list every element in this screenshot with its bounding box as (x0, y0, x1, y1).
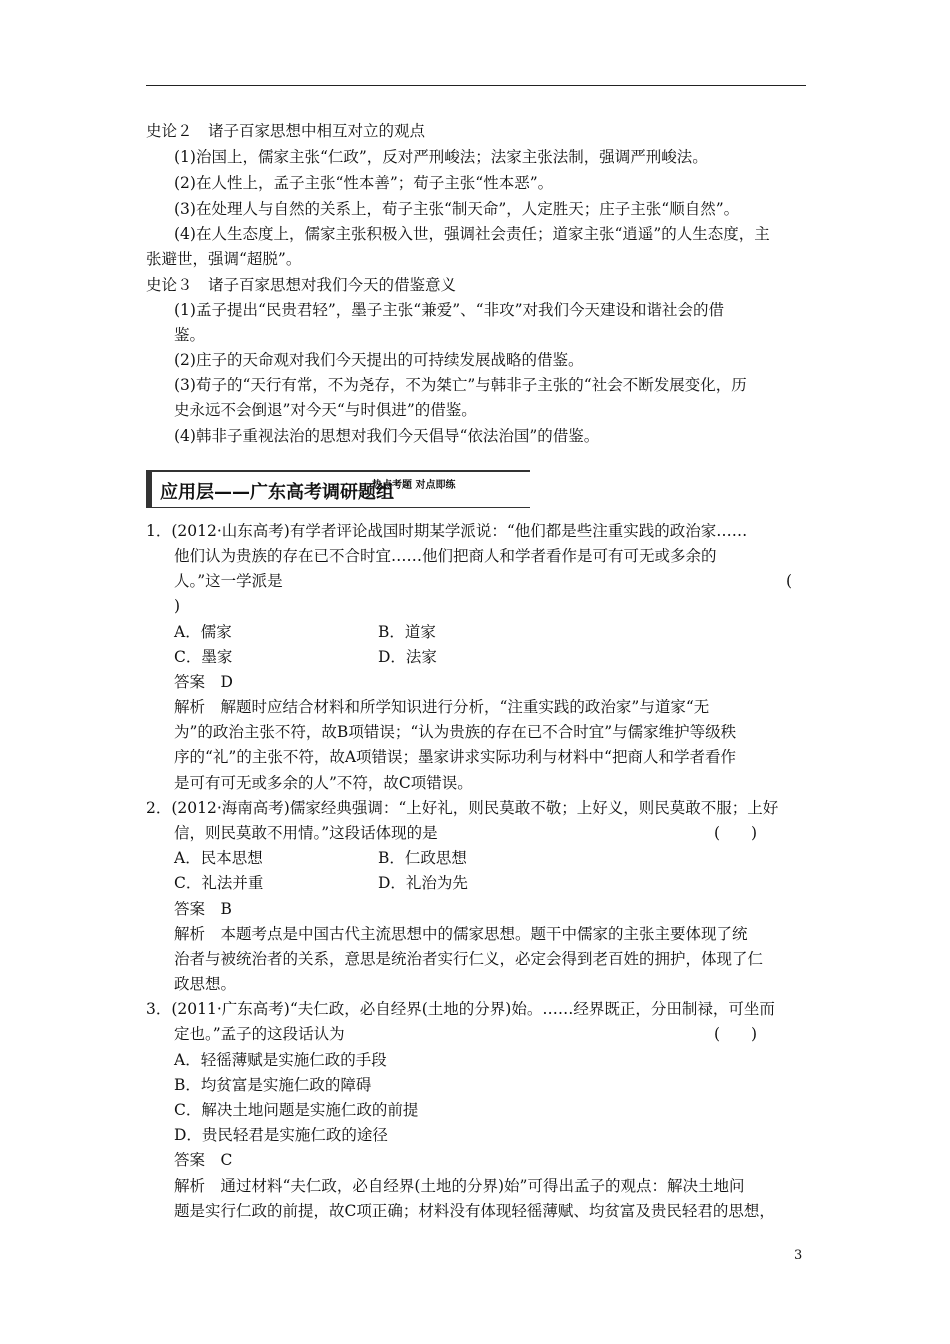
q1-option-b: B．道家 (378, 623, 436, 641)
banner-top-rule (152, 470, 530, 472)
q2-explanation-1: 解析 本题考点是中国古代主流思想中的儒家思想。题干中儒家的主张主要体现了统 (174, 925, 748, 943)
shilun3-point-2: (2)庄子的天命观对我们今天提出的可持续发展战略的借鉴。 (174, 351, 584, 369)
header-rule (146, 85, 806, 86)
q1-explanation-2: 为”的政治主张不符，故B项错误；“认为贵族的存在已不合时宜”与儒家维护等级秩 (174, 723, 737, 741)
page-number: 3 (794, 1248, 803, 1263)
q2-answer-paren: ( ) (714, 824, 758, 842)
banner-bottom-rule (152, 507, 530, 508)
q2-option-c: C．礼法并重 (174, 874, 264, 892)
q1-option-c: C．墨家 (174, 648, 233, 666)
shilun3-point-1-cont: 鉴。 (174, 326, 206, 344)
q2-option-a: A．民本思想 (174, 849, 263, 867)
shilun3-point-1: (1)孟子提出“民贵君轻”，墨子主张“兼爱”、“非攻”对我们今天建设和谐社会的借 (174, 301, 725, 319)
q1-answer-paren-open: ( (786, 572, 793, 590)
shilun2-point-4-cont: 张避世，强调“超脱”。 (146, 250, 302, 268)
q3-option-c: C．解决土地问题是实施仁政的前提 (174, 1101, 419, 1119)
q1-answer-paren-close: ) (174, 597, 181, 615)
section-subtitle: 热点考题 对点即练 (372, 480, 456, 491)
shilun2-point-4: (4)在人生态度上，儒家主张积极入世，强调社会责任；道家主张“逍遥”的人生态度，主 (174, 225, 770, 243)
q2-answer: 答案 B (174, 900, 232, 918)
q3-option-a: A．轻徭薄赋是实施仁政的手段 (174, 1051, 387, 1069)
q1-stem-line-2: 他们认为贵族的存在已不合时宜……他们把商人和学者看作是可有可无或多余的 (174, 547, 717, 565)
shilun3-point-3: (3)荀子的“天行有常，不为尧存，不为桀亡”与韩非子主张的“社会不断发展变化，历 (174, 376, 747, 394)
q1-explanation-4: 是可有可无或多余的人”不符，故C项错误。 (174, 774, 473, 792)
section-banner (146, 470, 530, 508)
section-title: 应用层——广东高考调研题组 (160, 482, 394, 503)
shilun3-title: 史论３ 诸子百家思想对我们今天的借鉴意义 (146, 276, 457, 294)
q3-option-b: B．均贫富是实施仁政的障碍 (174, 1076, 372, 1094)
q3-stem-line-1: 3．(2011·广东高考)“夫仁政，必自经界(土地的分界)始。……经界既正，分田制禄，可坐而 (146, 1000, 775, 1018)
q3-answer-paren: ( ) (714, 1025, 758, 1043)
q2-option-d: D．礼治为先 (378, 874, 468, 892)
q1-explanation-1: 解析 解题时应结合材料和所学知识进行分析，“注重实践的政治家”与道家“无 (174, 698, 710, 716)
q2-option-b: B．仁政思想 (378, 849, 467, 867)
q3-explanation-2: 题是实行仁政的前提，故C项正确；材料没有体现轻徭薄赋、均贫富及贵民轻君的思想， (174, 1202, 775, 1220)
q1-answer: 答案 D (174, 673, 233, 691)
shilun3-point-4: (4)韩非子重视法治的思想对我们今天倡导“依法治国”的借鉴。 (174, 427, 600, 445)
q3-explanation-1: 解析 通过材料“夫仁政，必自经界(土地的分界)始”可得出孟子的观点：解决土地问 (174, 1177, 745, 1195)
q1-option-a: A．儒家 (174, 623, 232, 641)
shilun3-point-3-cont: 史永远不会倒退”对今天“与时俱进”的借鉴。 (174, 401, 477, 419)
shilun2-point-1: (1)治国上，儒家主张“仁政”，反对严刑峻法；法家主张法制，强调严刑峻法。 (174, 148, 708, 166)
shilun2-point-3: (3)在处理人与自然的关系上，荀子主张“制天命”，人定胜天；庄子主张“顺自然”。 (174, 200, 740, 218)
q3-answer: 答案 C (174, 1151, 233, 1169)
q1-stem-line-3: 人。”这一学派是 (174, 572, 283, 590)
q2-explanation-3: 政思想。 (174, 975, 237, 993)
q2-stem-line-2: 信，则民莫敢不用情。”这段话体现的是 (174, 824, 438, 842)
q1-explanation-3: 序的“礼”的主张不符，故A项错误；墨家讲求实际功利与材料中“把商人和学者看作 (174, 748, 736, 766)
q2-stem-line-1: 2．(2012·海南高考)儒家经典强调：“上好礼，则民莫敢不敬；上好义，则民莫敢不服；上好 (146, 799, 779, 817)
q1-option-d: D．法家 (378, 648, 437, 666)
q1-stem-line-1: 1．(2012·山东高考)有学者评论战国时期某学派说：“他们都是些注重实践的政治家…… (146, 522, 748, 540)
shilun2-point-2: (2)在人性上，孟子主张“性本善”；荀子主张“性本恶”。 (174, 174, 554, 192)
shilun2-title: 史论２ 诸子百家思想中相互对立的观点 (146, 122, 426, 140)
q3-option-d: D．贵民轻君是实施仁政的途径 (174, 1126, 388, 1144)
q2-explanation-2: 治者与被统治者的关系，意思是统治者实行仁义，必定会得到老百姓的拥护，体现了仁 (174, 950, 764, 968)
q3-stem-line-2: 定也。”孟子的这段话认为 (174, 1025, 345, 1043)
